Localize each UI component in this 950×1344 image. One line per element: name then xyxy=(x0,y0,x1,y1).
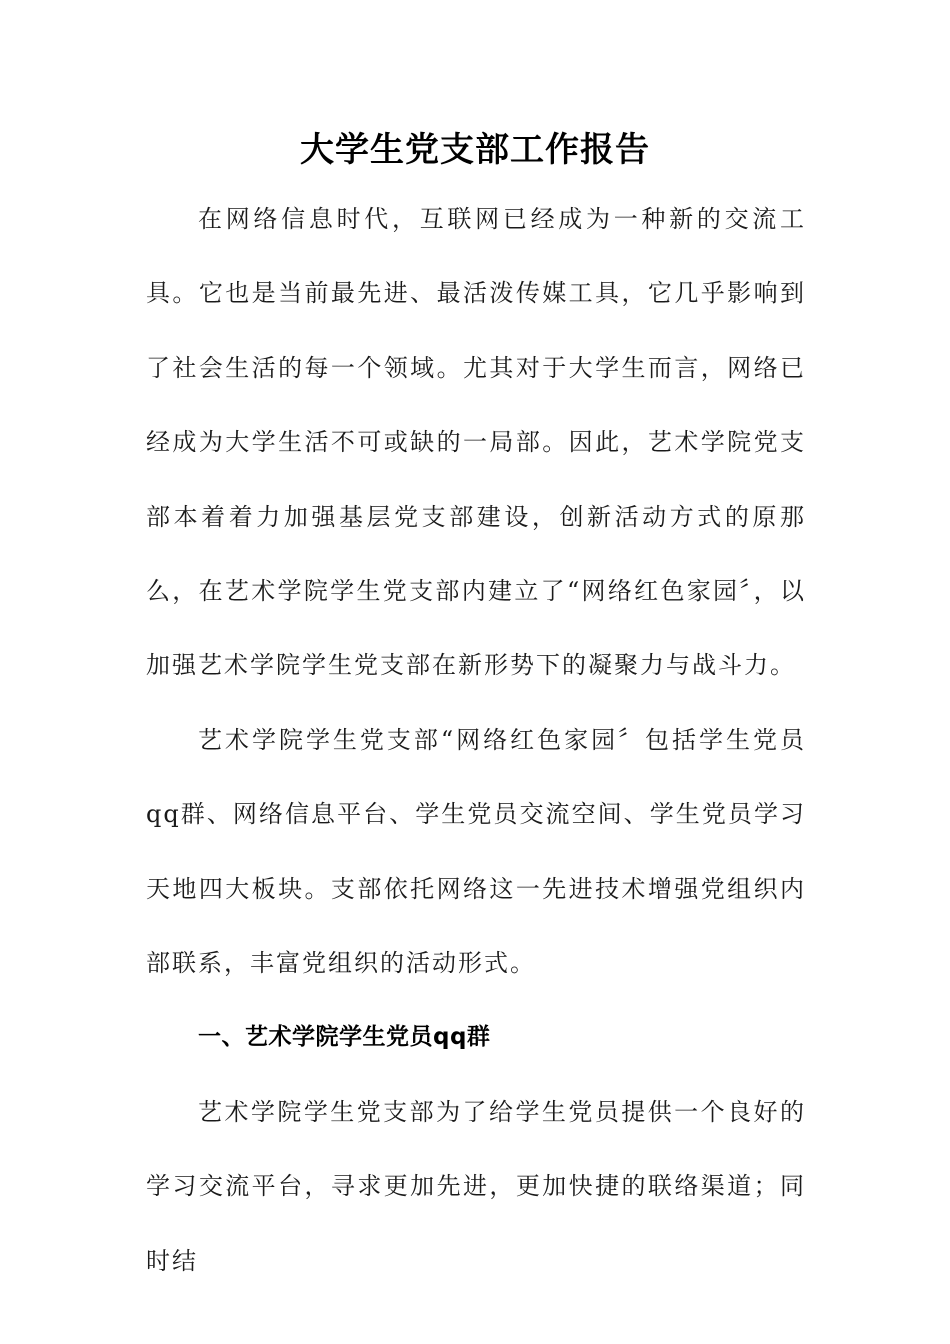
document-title: 大学生党支部工作报告 xyxy=(300,130,650,170)
paragraph-intro: 在网络信息时代，互联网已经成为一种新的交流工具。它也是当前最先进、最活泼传媒工具，它几乎影响到了社会生活的每一个领域。尤其对于大学生而言，网络已经成为大学生活不可或缺的一局部。因此，艺术学院党支部本着着力加强基层党支部建设，创新活动方式的原那么，在艺术学院学生党支部内建立了“网络红色家园〞，以加强艺术学院学生党支部在新形势下的凝聚力与战斗力。 xyxy=(146,205,806,680)
document-body xyxy=(146,182,806,1298)
paragraph-qq-group: 艺术学院学生党支部为了给学生党员提供一个良好的学习交流平台，寻求更加先进，更加快捷的联络渠道；同时结 xyxy=(146,1097,806,1275)
section-heading-qq-group: 一、艺术学院学生党员qq群 xyxy=(198,1024,491,1051)
paragraph-overview: 艺术学院学生党支部“网络红色家园〞包括学生党员qq群、网络信息平台、学生党员交流空间、学生党员学习天地四大板块。支部依托网络这一先进技术增强党组织内部联系，丰富党组织的活动形式。 xyxy=(146,725,806,978)
